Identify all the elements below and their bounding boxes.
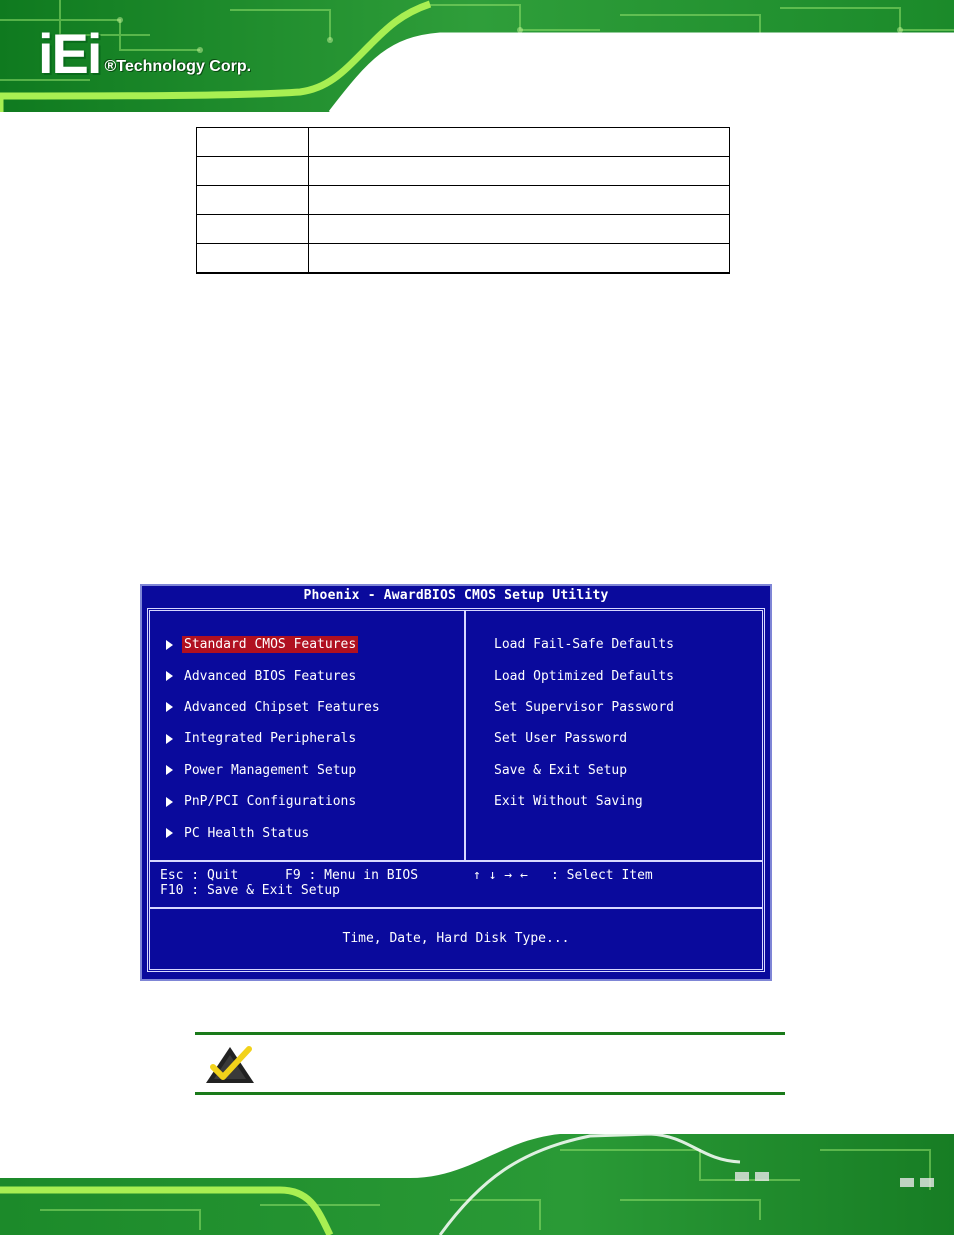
menu-item-label: Advanced Chipset Features bbox=[184, 699, 380, 715]
bios-menu-item-load-optimized[interactable] bbox=[494, 660, 674, 691]
bios-menu-item-supervisor-password[interactable] bbox=[494, 692, 674, 723]
menu-item-label: Exit Without Saving bbox=[494, 794, 643, 810]
bios-menu-item-exit-without-saving[interactable] bbox=[494, 786, 674, 817]
key-hint-select: : Select Item bbox=[551, 868, 653, 883]
menu-item-label: Save & Exit Setup bbox=[494, 762, 628, 778]
key-hint-f9: F9 : Menu in BIOS bbox=[285, 868, 419, 883]
table-row bbox=[197, 186, 730, 215]
menu-item-label: Set Supervisor Password bbox=[494, 699, 675, 715]
table-row bbox=[197, 215, 730, 244]
menu-item-label: Power Management Setup bbox=[184, 762, 357, 778]
menu-item-label: Load Fail-Safe Defaults bbox=[494, 637, 675, 653]
menu-item-label: PC Health Status bbox=[184, 825, 310, 841]
menu-item-label: Load Optimized Defaults bbox=[494, 668, 675, 684]
table-row bbox=[197, 128, 730, 157]
empty-table bbox=[196, 127, 730, 274]
bios-right-menu bbox=[494, 629, 674, 817]
key-hint-esc: Esc : Quit bbox=[160, 868, 239, 883]
submenu-arrow-icon bbox=[166, 702, 173, 712]
bios-menu-item-power-management[interactable] bbox=[166, 755, 382, 786]
page-footer-banner bbox=[0, 1120, 954, 1235]
circuit-board-footer-graphic bbox=[0, 1120, 954, 1235]
arrow-keys-icon: ↑ ↓ → ← bbox=[473, 868, 528, 883]
menu-item-label: Advanced BIOS Features bbox=[184, 668, 357, 684]
bios-menu-item-pnp-pci[interactable] bbox=[166, 786, 382, 817]
submenu-arrow-icon bbox=[166, 734, 173, 744]
bios-menu-item-integrated-peripherals[interactable] bbox=[166, 723, 382, 754]
page-header-banner bbox=[0, 0, 954, 112]
bios-key-legend bbox=[160, 868, 750, 898]
menu-item-label: Set User Password bbox=[494, 731, 628, 747]
divider bbox=[150, 860, 762, 862]
logo-mark: iEi bbox=[38, 22, 101, 85]
bios-help-text: Time, Date, Hard Disk Type... bbox=[342, 931, 570, 946]
divider bbox=[150, 907, 762, 909]
bios-title: Phoenix - AwardBIOS CMOS Setup Utility bbox=[303, 588, 609, 603]
table-row bbox=[197, 157, 730, 186]
submenu-arrow-icon bbox=[166, 640, 173, 650]
bios-menu-item-load-fail-safe[interactable] bbox=[494, 629, 674, 660]
note-box bbox=[195, 1032, 785, 1095]
bios-menu-item-user-password[interactable] bbox=[494, 723, 674, 754]
bios-frame bbox=[147, 608, 765, 972]
bios-menu-item-standard-cmos[interactable] bbox=[166, 629, 382, 660]
bios-left-menu bbox=[166, 629, 382, 849]
submenu-arrow-icon bbox=[166, 765, 173, 775]
logo-text: ®Technology Corp. bbox=[104, 58, 252, 75]
company-logo bbox=[38, 22, 252, 85]
note-checkmark-icon bbox=[203, 1043, 257, 1087]
submenu-arrow-icon bbox=[166, 828, 173, 838]
divider bbox=[464, 611, 466, 860]
bios-menu-item-pc-health[interactable] bbox=[166, 817, 382, 848]
submenu-arrow-icon bbox=[166, 671, 173, 681]
bios-menu-item-advanced-chipset[interactable] bbox=[166, 692, 382, 723]
bios-menu-item-save-exit[interactable] bbox=[494, 755, 674, 786]
menu-item-label: PnP/PCI Configurations bbox=[184, 794, 357, 810]
submenu-arrow-icon bbox=[166, 797, 173, 807]
bios-setup-screen bbox=[140, 584, 772, 981]
menu-item-label: Integrated Peripherals bbox=[184, 731, 357, 747]
menu-item-label: Standard CMOS Features bbox=[184, 637, 357, 653]
bios-menu-item-advanced-bios[interactable] bbox=[166, 660, 382, 691]
key-hint-f10: F10 : Save & Exit Setup bbox=[160, 883, 341, 898]
table-row bbox=[197, 244, 730, 274]
